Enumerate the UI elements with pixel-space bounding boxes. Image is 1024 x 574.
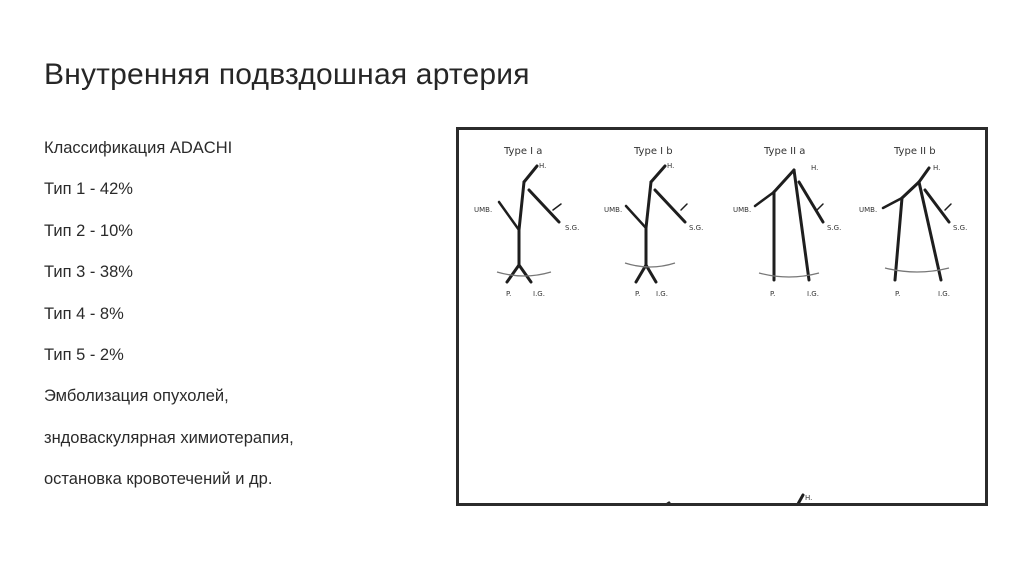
artery-branch (553, 204, 561, 210)
text-line: Тип 4 - 8% (44, 304, 124, 323)
artery-branch (651, 166, 665, 182)
label-bottom-right: I.G. (656, 290, 668, 298)
artery-branch (519, 182, 524, 230)
label-umb: UMB. (859, 206, 878, 214)
label-bottom-left: P. (506, 290, 512, 298)
label-h: H. (539, 162, 547, 170)
label-h: H. (811, 164, 819, 172)
artery-branch (895, 198, 902, 280)
label-umb: UMB. (604, 206, 623, 214)
type-label: Type I a (504, 146, 543, 157)
label-bottom-right: I.G. (533, 290, 545, 298)
artery-branch (919, 168, 929, 182)
text-line: зндоваскулярная химиотерапия, (44, 428, 294, 447)
artery-branch (507, 265, 519, 282)
label-h: H. (667, 162, 675, 170)
label-h: H. (933, 164, 941, 172)
artery-branch (774, 170, 794, 192)
label-sg: S.G. (827, 224, 842, 232)
label-sg: S.G. (953, 224, 968, 232)
artery-branch (902, 182, 919, 198)
artery-branch (646, 182, 651, 228)
artery-branch (626, 206, 646, 228)
label-bottom-left: P. (895, 290, 901, 298)
text-list (44, 137, 424, 510)
type-diagram (474, 146, 579, 298)
text-line: Тип 3 - 38% (44, 263, 133, 282)
artery-branch (519, 265, 531, 282)
label-bottom-left: P. (635, 290, 641, 298)
label-sg: S.G. (689, 224, 704, 232)
artery-branch (529, 190, 559, 222)
label-sg: S.G. (565, 224, 580, 232)
artery-branch (945, 204, 951, 210)
type-diagram (733, 146, 841, 298)
artery-branch (789, 495, 803, 503)
type-label: Type II a (764, 146, 806, 157)
slide-title: Внутренняя подвздошная артерия (44, 58, 530, 91)
text-line: Тип 1 - 42% (44, 180, 133, 199)
label-bottom-left: P. (770, 290, 776, 298)
type-diagram (604, 146, 703, 298)
artery-branch (636, 265, 646, 282)
artery-branch (883, 198, 902, 208)
artery-branch (817, 204, 823, 210)
type-diagram (733, 494, 843, 503)
artery-branch (524, 166, 537, 182)
label-umb: UMB. (733, 206, 752, 214)
artery-branch (799, 182, 823, 222)
label-bottom-right: I.G. (938, 290, 950, 298)
artery-branch (655, 190, 685, 222)
artery-branch (499, 202, 519, 230)
type-diagram (603, 502, 702, 503)
label-umb: UMB. (474, 206, 493, 214)
artery-branch (755, 192, 774, 206)
text-line: Тип 5 - 2% (44, 345, 124, 364)
artery-branch (925, 190, 949, 222)
artery-diagrams (459, 130, 985, 503)
label-bottom-right: I.G. (807, 290, 819, 298)
text-line: Эмболизация опухолей, (44, 387, 229, 406)
pelvic-floor-curve (625, 263, 675, 267)
label-h (671, 502, 678, 503)
type-label: Type I b (634, 146, 673, 157)
text-line: Тип 2 - 10% (44, 221, 133, 240)
label-h: H. (805, 494, 813, 502)
adachi-classification-figure (456, 127, 988, 506)
text-line: остановка кровотечений и др. (44, 470, 273, 489)
type-diagram (859, 146, 967, 298)
type-label: Type II b (894, 146, 936, 157)
artery-branch (681, 204, 687, 210)
text-line: Классификация ADACHI (44, 139, 233, 157)
